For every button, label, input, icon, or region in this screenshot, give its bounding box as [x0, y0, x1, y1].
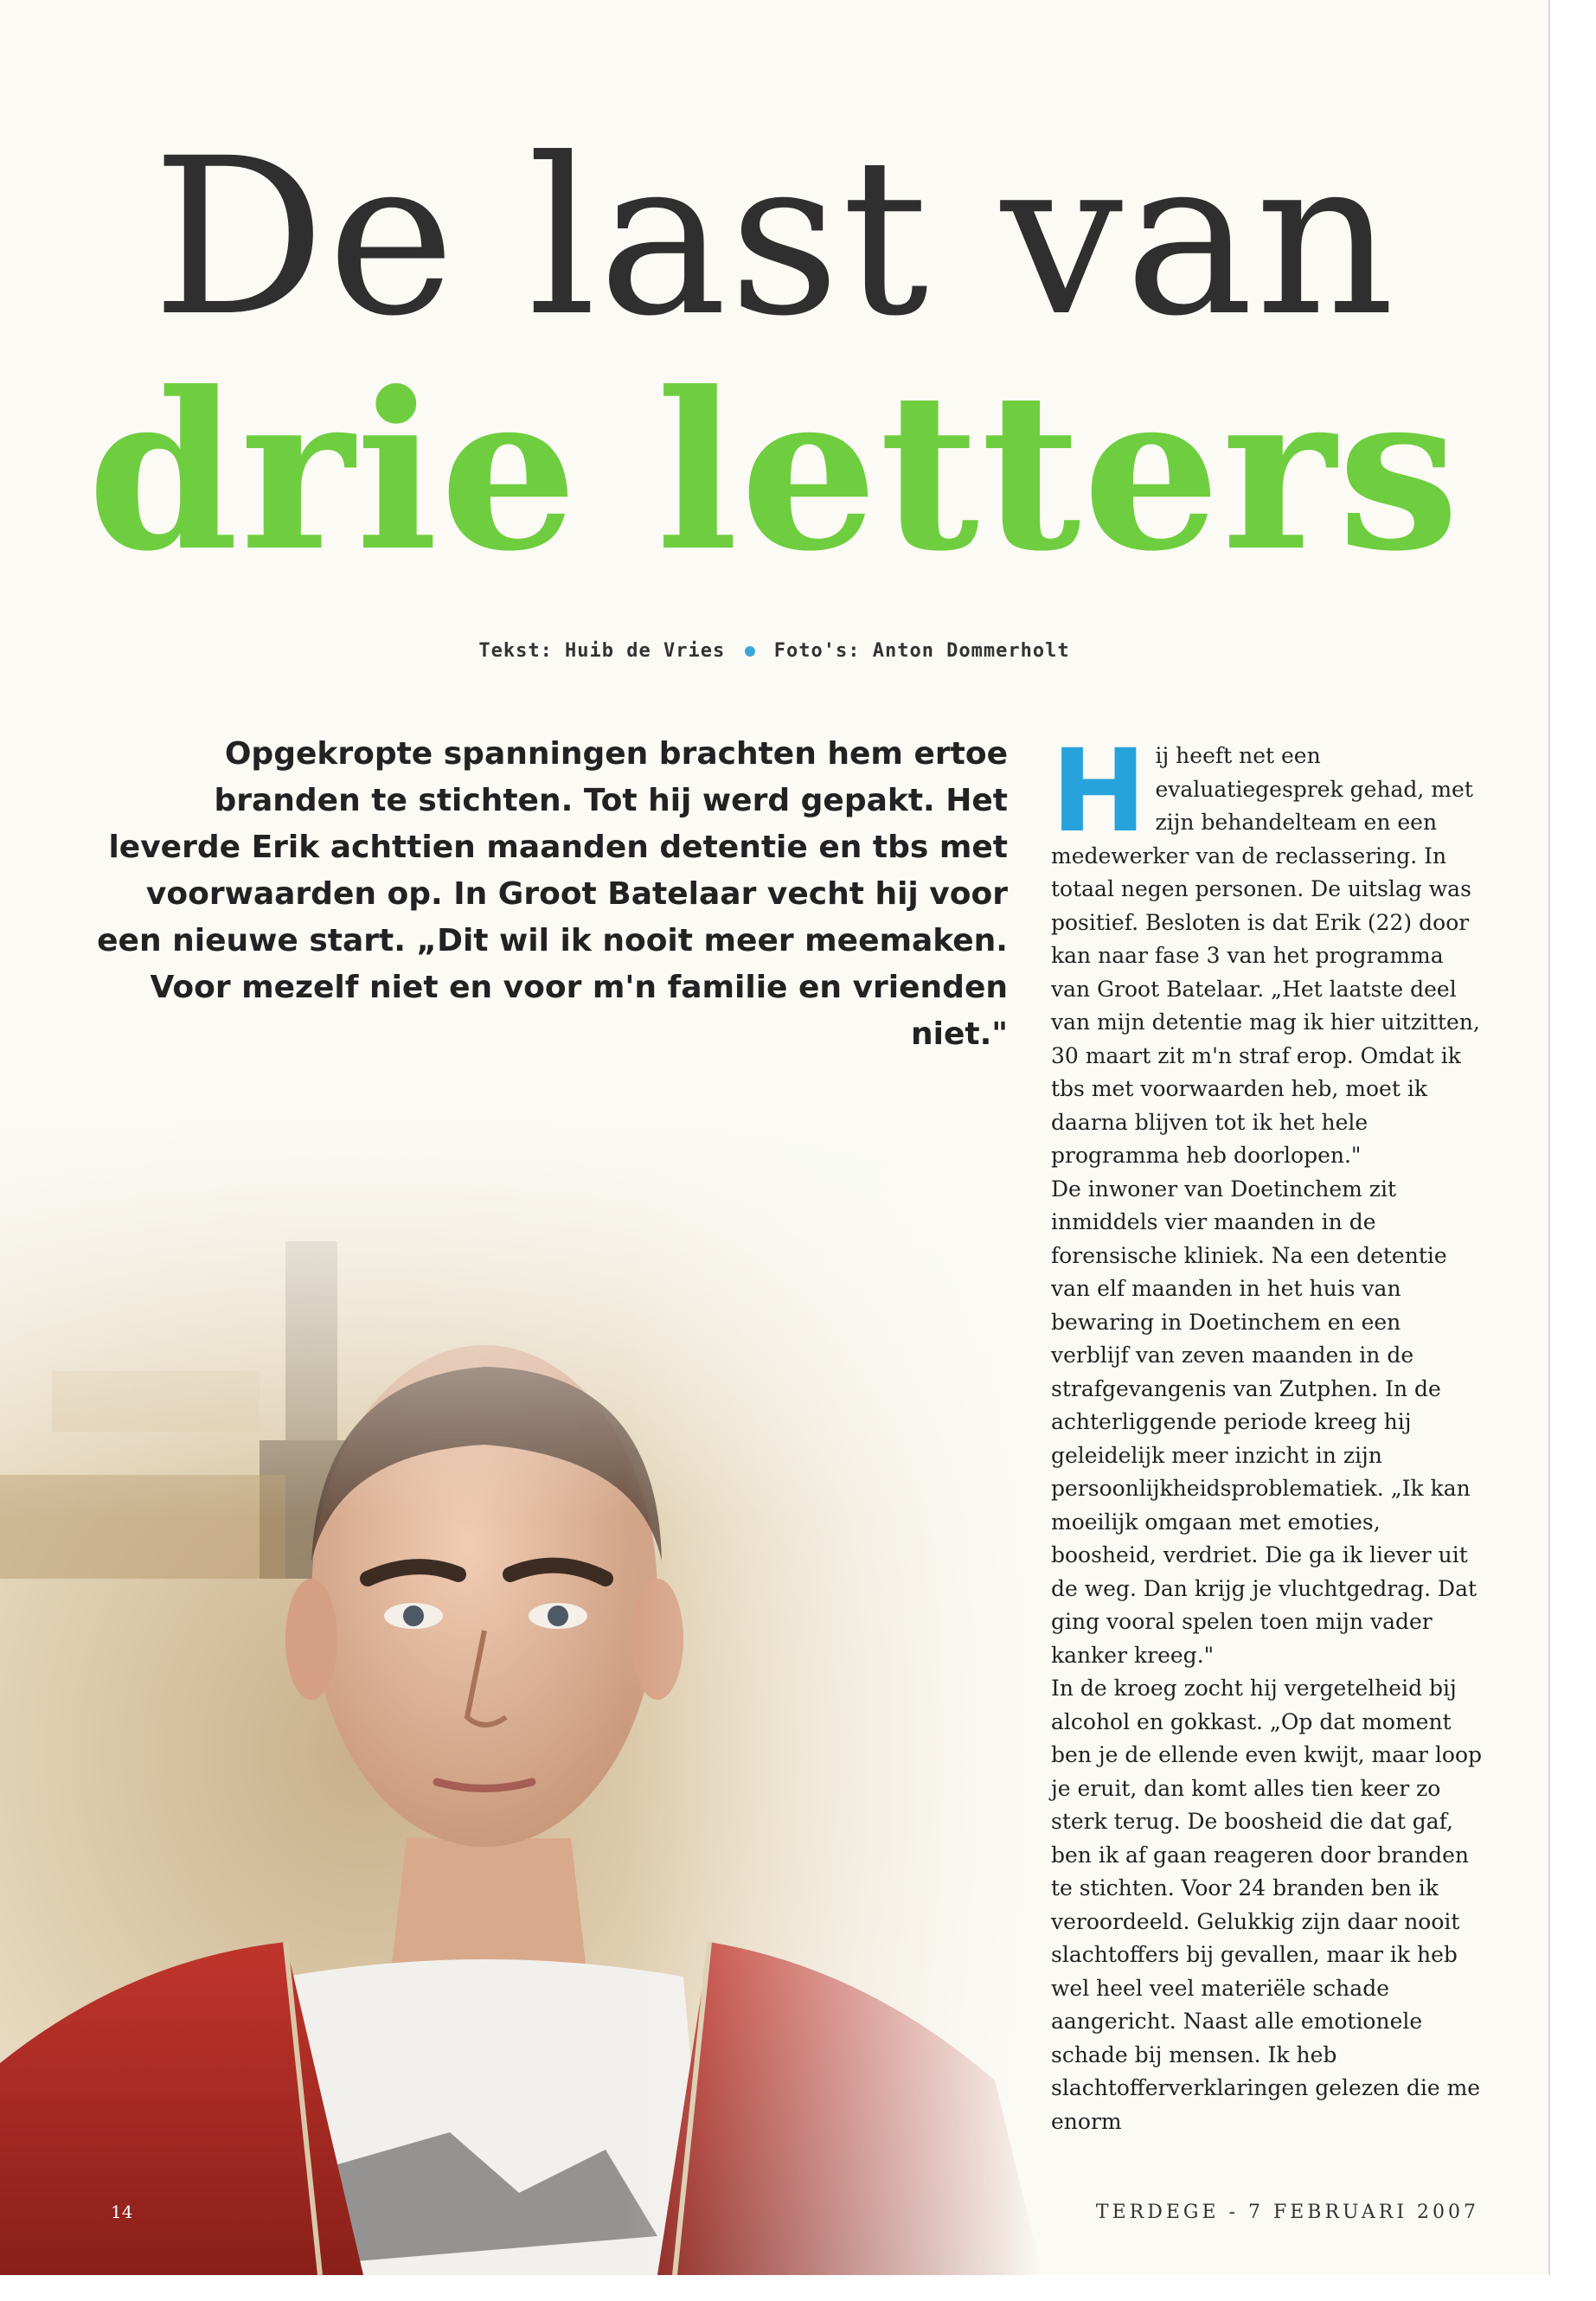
- credits-text: Tekst: Huib de Vries: [478, 640, 726, 662]
- article-body: [1051, 725, 1484, 2138]
- article-lede: Opgekropte spanningen brachten hem ertoe branden te stichten. Tot hij werd gepakt. Het leverde Erik achttien maanden detentie en tbs met voorwaarden op. In Groot Batelaar vecht hij voor een nieuwe start. „Dit wil ik nooit meer meemaken. Voor mezelf niet en voor m'n familie en vrienden niet.": [97, 736, 1008, 1052]
- article-title-line1: De last van: [151, 112, 1397, 363]
- body-paragraph: ij heeft net een evaluatiegesprek gehad, met zijn behandelteam en een medewerker van de reclassering. In totaal negen personen. De uitslag was positief. Besloten is dat Erik (22) door kan naar fase 3 van het programma van Groot Batelaar. „Het laatste deel van mijn detentie mag ik hier uitzitten, 30 maart zit m'n straf erop. Omdat ik tbs met voorwaarden heb, moet ik daarna blijven tot ik het hele programma heb doorlopen.": [1051, 743, 1480, 1168]
- body-paragraph: In de kroeg zocht hij vergetelheid bij alcohol en gokkast. „Op dat moment ben je de ellende even kwijt, maar loop je eruit, dan komt alles tien keer zo sterk terug. De boosheid die dat gaf, ben ik af gaan reageren door branden te stichten. Voor 24 branden ben ik veroordeeld. Gelukkig zijn daar nooit slachtoffers bij gevallen, maar ik heb wel heel veel materiële schade aangericht. Naast alle emotionele schade bij mensen. Ik heb slachtofferverklaringen gelezen die me enorm: [1051, 1676, 1483, 2134]
- publication-footer: TERDEGE - 7 FEBRUARI 2007: [1095, 2202, 1479, 2223]
- dropcap: H: [1051, 725, 1147, 858]
- credits-photo: Foto's: Anton Dommerholt: [773, 640, 1070, 662]
- portrait-photo: [0, 1112, 1042, 2275]
- page-number: 14: [111, 2202, 133, 2222]
- body-paragraph: De inwoner van Doetinchem zit inmiddels vier maanden in de forensische kliniek. Na een detentie van elf maanden in het huis van bewaring in Doetinchem en een verblijf van zeven maanden in de strafgevangenis van Zutphen. In de achterliggende periode kreeg hij geleidelijk meer inzicht in zijn persoonlijkheidsproblematiek. „Ik kan moeilijk omgaan met emoties, boosheid, verdriet. Die ga ik liever uit de weg. Dan krijg je vluchtgedrag. Dat ging vooral spelen toen mijn vader kanker kreeg.": [1051, 1176, 1477, 1668]
- article-title-line2: drie letters: [87, 344, 1462, 599]
- byline: [0, 640, 1548, 662]
- bullet-dot-icon: [745, 646, 755, 657]
